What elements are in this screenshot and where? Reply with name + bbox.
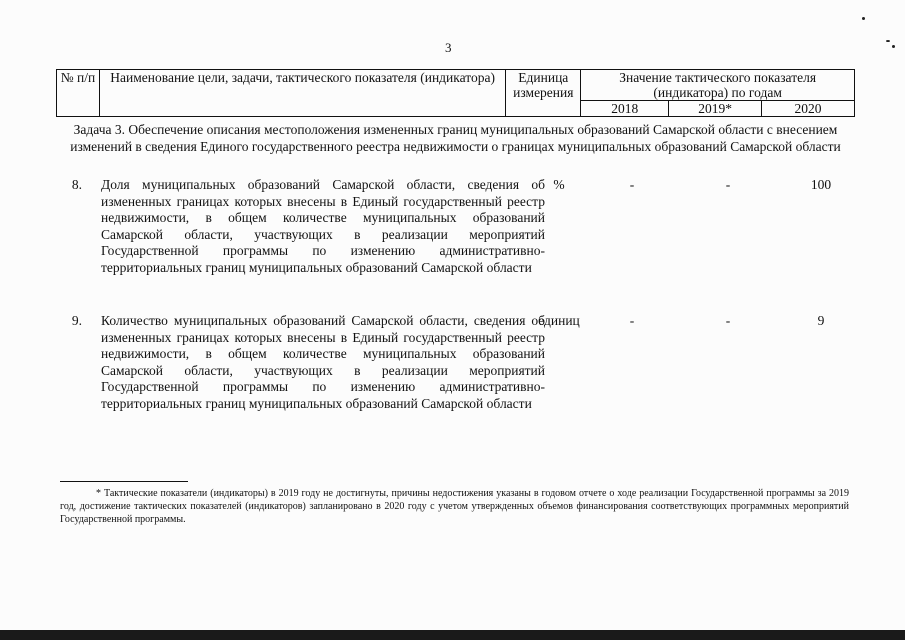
scan-speck (862, 17, 865, 20)
row-number: 9. (71, 313, 82, 328)
row-number: 8. (71, 177, 82, 192)
value-2018: - (629, 177, 635, 192)
header-col-num: № п/п (57, 70, 100, 117)
scan-speck (886, 40, 890, 42)
header-col-values: Значение тактического показателя (индикатора) по годам (581, 70, 855, 101)
header-year-2020: 2020 (762, 101, 855, 117)
value-2019: - (725, 313, 731, 328)
header-year-2019: 2019* (669, 101, 762, 117)
header-col-name: Наименование цели, задачи, тактического показателя (индикатора) (99, 70, 505, 117)
footnote: * Тактические показатели (индикаторы) в 2019 году не достигнуты, причины недостижения указаны в годовом отчете о ходе реализации Государственной программы за 2019 год, достижение тактических показателей (индикаторов) запланировано в 2020 году с учетом утвержденных объемов финансирования соответствующих программных мероприятий Государственной программы. (60, 488, 849, 525)
value-2018: - (629, 313, 635, 328)
indicator-table-header (56, 69, 855, 117)
scan-speck (892, 45, 895, 48)
task-title: Задача 3. Обеспечение описания местоположения измененных границ муниципальных образований Самарской области с внесением изменений в сведения Единого государственного реестра недвижимости о границах муниципальных образований Самарской области (70, 122, 841, 154)
footnote-separator (60, 481, 188, 482)
header-year-2018: 2018 (581, 101, 669, 117)
indicator-unit: % (553, 177, 565, 192)
page-number: 3 (445, 40, 452, 55)
indicator-unit: единиц (538, 313, 580, 328)
scan-border (0, 630, 905, 640)
indicator-name: Количество муниципальных образований Самарской области, сведения об измененных границах которых внесены в Единый государственный реестр недвижимости, в общем количестве муниципальных образований Самарской области, участвующих в реализации мероприятий Государственной программы по изменению административно-территориальных границ муниципальных образований Самарской области (101, 313, 545, 411)
header-col-unit: Единица измерения (506, 70, 581, 117)
value-2020: 9 (817, 313, 825, 328)
indicator-name: Доля муниципальных образований Самарской области, сведения об измененных границах которых внесены в Единый государственный реестр недвижимости, в общем количестве муниципальных образований Самарской области, участвующих в реализации мероприятий Государственной программы по изменению административно-территориальных границ муниципальных образований Самарской области (101, 177, 545, 275)
value-2019: - (725, 177, 731, 192)
value-2020: 100 (810, 177, 832, 192)
